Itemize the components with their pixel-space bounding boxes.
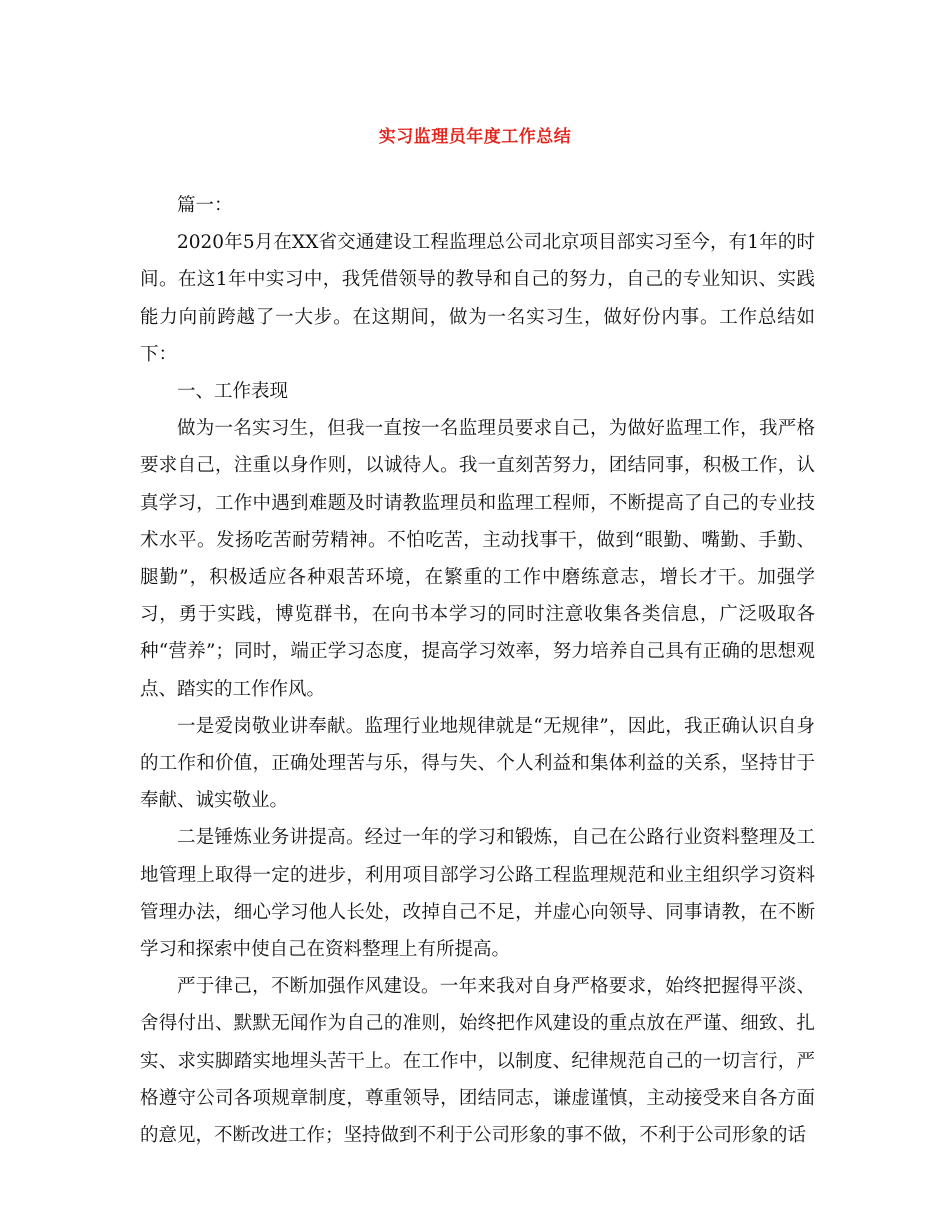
paragraph-part-label: 篇一： [177, 195, 233, 216]
paragraph-work-performance: 做为一名实习生，但我一直按一名监理员要求自己，为做好监理工作，我严格要求自己，注重以身作则，以诚待人。我一直刻苦努力，团结同事，积极工作，认真学习，工作中遇到难题及时请教监理员和监理工程师，不断提高了自己的专业技术水平。发扬吃苦耐劳精神。不怕吃苦，主动找事干，做到“眼勤、嘴勤、手勤、腿勤”，积极适应各种艰苦环境，在繁重的工作中磨练意志，增长才干。加强学习，勇于实践，博览群书，在向书本学习的同时注意收集各类信息，广泛吸取各种“营养”；同时，端正学习态度，提高学习效率，努力培养自己具有正确的思想观点、踏实的工作作风。 [140, 418, 815, 700]
paragraph-dedication: 一是爱岗敬业讲奉献。监理行业地规律就是“无规律”，因此，我正确认识自身的工作和价值，正确处理苦与乐，得与失、个人利益和集体利益的关系，坚持甘于奉献、诚实敬业。 [140, 715, 815, 812]
paragraph-skill-improvement: 二是锤炼业务讲提高。经过一年的学习和锻炼，自己在公路行业资料整理及工地管理上取得一定的进步，利用项目部学习公路工程监理规范和业主组织学习资料管理办法，细心学习他人长处，改掉自己不足，并虚心向领导、同事请教，在不断学习和探索中使自己在资料整理上有所提高。 [140, 827, 815, 961]
paragraph-intro: 2020年5月在XX省交通建设工程监理总公司北京项目部实习至今，有1年的时间。在这1年中实习中，我凭借领导的教导和自己的努力，自己的专业知识、实践能力向前跨越了一大步。在这期间，做为一名实习生，做好份内事。工作总结如下： [140, 232, 815, 365]
section-heading-work-performance: 一、工作表现 [177, 381, 289, 403]
paragraph-self-discipline: 严于律己，不断加强作风建设。一年来我对自身严格要求，始终把握得平淡、舍得付出、默默无闻作为自己的准则，始终把作风建设的重点放在严谨、细致、扎实、求实脚踏实地埋头苦干上。在工作中，以制度、纪律规范自己的一切言行，严格遵守公司各项规章制度，尊重领导，团结同志，谦虚谨慎，主动接受来自各方面的意见，不断改进工作；坚持做到不利于公司形象的事不做，不利于公司形象的话 [140, 976, 815, 1147]
document-body [140, 187, 815, 1154]
document-title: 实习监理员年度工作总结 [378, 127, 572, 147]
